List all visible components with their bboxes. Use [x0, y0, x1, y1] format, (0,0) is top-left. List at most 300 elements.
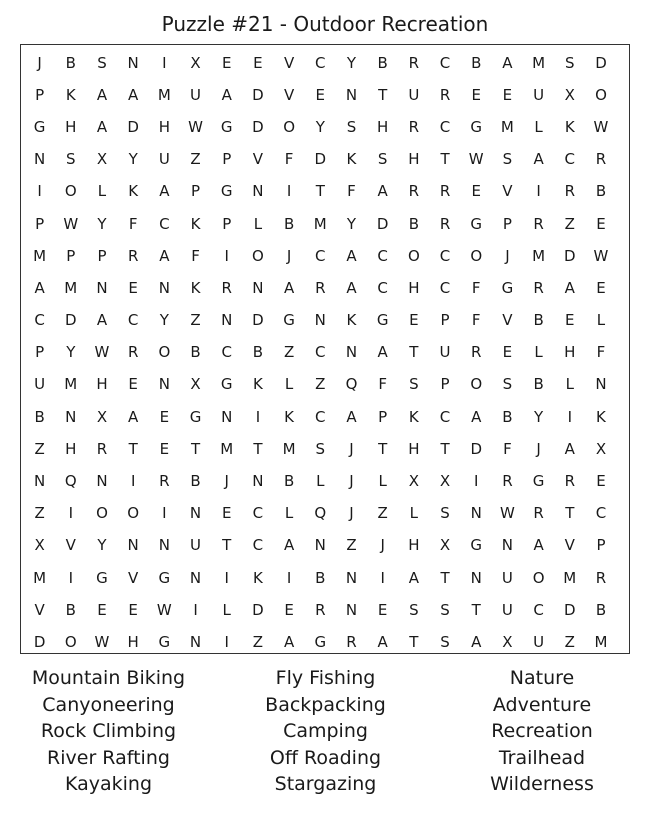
grid-letter-r1-c5[interactable]: U — [190, 85, 202, 104]
grid-letter-r2-c17[interactable]: K — [564, 117, 575, 136]
grid-letter-r4-c15[interactable]: V — [502, 182, 513, 201]
grid-letter-r9-c12[interactable]: T — [409, 343, 419, 362]
grid-letter-r5-c4[interactable]: C — [159, 214, 170, 233]
grid-letter-r8-c3[interactable]: C — [127, 311, 139, 330]
grid-letter-r17-c6[interactable]: L — [222, 600, 231, 619]
grid-letter-r16-c17[interactable]: M — [563, 568, 577, 587]
grid-letter-r10-c17[interactable]: L — [565, 375, 574, 394]
grid-letter-r12-c17[interactable]: A — [564, 439, 575, 458]
grid-letter-r18-c6[interactable]: I — [224, 632, 229, 651]
grid-letter-r13-c3[interactable]: I — [130, 472, 136, 491]
grid-letter-r14-c12[interactable]: L — [409, 504, 419, 523]
grid-letter-r12-c4[interactable]: E — [159, 439, 170, 458]
grid-letter-r3-c9[interactable]: D — [314, 150, 327, 169]
grid-letter-r16-c1[interactable]: I — [68, 568, 73, 587]
grid-letter-r13-c16[interactable]: G — [532, 472, 545, 491]
grid-letter-r4-c9[interactable]: T — [315, 182, 325, 201]
grid-letter-r17-c14[interactable]: T — [471, 600, 481, 619]
grid-letter-r8-c1[interactable]: D — [65, 311, 77, 330]
grid-letter-r1-c8[interactable]: V — [283, 85, 295, 104]
grid-letter-r11-c4[interactable]: E — [159, 407, 170, 426]
grid-letter-r6-c5[interactable]: F — [191, 246, 200, 265]
grid-letter-r13-c1[interactable]: Q — [64, 472, 77, 491]
grid-letter-r0-c6[interactable]: E — [221, 53, 232, 72]
grid-letter-r5-c15[interactable]: P — [502, 214, 512, 233]
grid-letter-r9-c17[interactable]: H — [564, 343, 576, 362]
grid-letter-r18-c12[interactable]: T — [409, 632, 419, 651]
grid-letter-r17-c0[interactable]: V — [34, 600, 45, 619]
grid-letter-r10-c12[interactable]: S — [409, 375, 419, 394]
grid-letter-r11-c18[interactable]: K — [596, 407, 606, 426]
grid-letter-r11-c14[interactable]: A — [471, 407, 482, 426]
grid-letter-r8-c18[interactable]: L — [596, 311, 606, 330]
grid-letter-r5-c7[interactable]: L — [253, 214, 263, 233]
grid-letter-r10-c18[interactable]: N — [595, 375, 607, 394]
grid-letter-r1-c15[interactable]: E — [502, 85, 513, 104]
grid-letter-r2-c10[interactable]: S — [346, 117, 357, 136]
grid-letter-r13-c4[interactable]: R — [159, 472, 170, 491]
grid-letter-r11-c9[interactable]: C — [315, 407, 326, 426]
grid-letter-r8-c13[interactable]: P — [440, 311, 450, 330]
grid-letter-r0-c7[interactable]: E — [253, 53, 263, 72]
grid-letter-r14-c13[interactable]: S — [440, 504, 450, 523]
grid-letter-r0-c18[interactable]: D — [595, 53, 607, 72]
grid-letter-r11-c0[interactable]: B — [34, 407, 45, 426]
grid-letter-r15-c12[interactable]: H — [408, 536, 420, 555]
grid-letter-r12-c16[interactable]: J — [536, 439, 541, 458]
grid-letter-r14-c9[interactable]: Q — [314, 504, 327, 523]
grid-letter-r2-c9[interactable]: Y — [315, 117, 325, 136]
grid-letter-r16-c5[interactable]: N — [189, 568, 202, 587]
grid-letter-r12-c18[interactable]: X — [595, 439, 607, 458]
grid-letter-r15-c7[interactable]: C — [252, 536, 264, 555]
grid-letter-r12-c14[interactable]: D — [470, 439, 482, 458]
grid-letter-r1-c4[interactable]: M — [157, 85, 171, 104]
grid-letter-r11-c2[interactable]: X — [96, 407, 108, 426]
grid-letter-r15-c11[interactable]: J — [380, 536, 385, 555]
grid-letter-r16-c7[interactable]: K — [252, 568, 263, 587]
grid-letter-r15-c6[interactable]: T — [222, 536, 232, 555]
grid-letter-r14-c4[interactable]: I — [162, 504, 167, 523]
grid-letter-r13-c2[interactable]: N — [96, 472, 108, 491]
grid-letter-r8-c10[interactable]: K — [346, 311, 357, 330]
grid-letter-r1-c9[interactable]: E — [315, 85, 326, 104]
grid-letter-r6-c11[interactable]: C — [377, 246, 388, 265]
grid-letter-r14-c2[interactable]: O — [96, 504, 108, 523]
grid-letter-r1-c3[interactable]: A — [128, 85, 139, 104]
grid-letter-r12-c11[interactable]: T — [378, 439, 388, 458]
grid-letter-r10-c15[interactable]: S — [502, 375, 513, 394]
grid-letter-r13-c0[interactable]: N — [33, 472, 46, 491]
grid-letter-r17-c3[interactable]: E — [128, 600, 138, 619]
grid-letter-r5-c18[interactable]: E — [596, 214, 606, 233]
grid-letter-r12-c0[interactable]: Z — [34, 439, 45, 458]
grid-letter-r8-c2[interactable]: A — [96, 311, 108, 330]
grid-letter-r4-c16[interactable]: I — [536, 182, 541, 201]
grid-letter-r14-c14[interactable]: N — [470, 504, 482, 523]
grid-letter-r14-c1[interactable]: I — [68, 504, 73, 523]
grid-letter-r3-c2[interactable]: X — [96, 150, 108, 169]
grid-letter-r6-c9[interactable]: C — [315, 246, 326, 265]
grid-letter-r6-c18[interactable]: W — [593, 246, 609, 265]
grid-letter-r11-c8[interactable]: K — [284, 407, 295, 426]
grid-letter-r2-c18[interactable]: W — [593, 117, 609, 136]
grid-letter-r4-c18[interactable]: B — [595, 182, 607, 201]
grid-letter-r18-c17[interactable]: Z — [564, 632, 575, 651]
grid-letter-r5-c3[interactable]: F — [128, 214, 138, 233]
grid-letter-r4-c1[interactable]: O — [64, 182, 77, 201]
grid-letter-r8-c11[interactable]: G — [376, 311, 389, 330]
grid-letter-r7-c5[interactable]: K — [190, 278, 201, 297]
grid-letter-r10-c9[interactable]: Z — [315, 375, 326, 394]
grid-letter-r17-c16[interactable]: C — [533, 600, 544, 619]
grid-letter-r17-c2[interactable]: E — [97, 600, 107, 619]
grid-letter-r8-c15[interactable]: V — [502, 311, 513, 330]
grid-letter-r6-c7[interactable]: O — [252, 246, 264, 265]
grid-letter-r5-c1[interactable]: W — [63, 214, 79, 233]
grid-letter-r18-c7[interactable]: Z — [252, 632, 264, 651]
grid-letter-r1-c16[interactable]: U — [533, 85, 545, 104]
grid-letter-r3-c12[interactable]: H — [408, 150, 420, 169]
grid-letter-r8-c12[interactable]: E — [409, 311, 419, 330]
grid-letter-r5-c8[interactable]: B — [283, 214, 295, 233]
grid-letter-r4-c3[interactable]: K — [128, 182, 139, 201]
grid-letter-r3-c10[interactable]: K — [346, 150, 357, 169]
grid-letter-r17-c15[interactable]: U — [501, 600, 513, 619]
grid-letter-r16-c18[interactable]: R — [595, 568, 607, 587]
grid-letter-r5-c6[interactable]: P — [222, 214, 232, 233]
grid-letter-r4-c13[interactable]: R — [439, 182, 451, 201]
grid-letter-r3-c17[interactable]: C — [564, 150, 576, 169]
grid-letter-r16-c12[interactable]: A — [408, 568, 419, 587]
grid-letter-r4-c2[interactable]: L — [97, 182, 107, 201]
grid-letter-r2-c14[interactable]: G — [470, 117, 483, 136]
grid-letter-r18-c10[interactable]: R — [346, 632, 357, 651]
grid-letter-r4-c7[interactable]: N — [252, 182, 264, 201]
grid-letter-r8-c14[interactable]: F — [471, 311, 481, 330]
grid-letter-r9-c13[interactable]: U — [439, 343, 451, 362]
grid-letter-r13-c5[interactable]: B — [190, 472, 201, 491]
grid-letter-r6-c10[interactable]: A — [346, 246, 357, 265]
grid-letter-r13-c13[interactable]: X — [439, 472, 451, 491]
grid-letter-r0-c13[interactable]: C — [439, 53, 451, 72]
grid-letter-r3-c14[interactable]: W — [468, 150, 484, 169]
grid-letter-r9-c16[interactable]: L — [534, 343, 543, 362]
grid-letter-r16-c0[interactable]: M — [33, 568, 47, 587]
grid-letter-r10-c13[interactable]: P — [440, 375, 450, 394]
grid-letter-r8-c5[interactable]: Z — [190, 311, 201, 330]
grid-letter-r18-c1[interactable]: O — [64, 632, 77, 651]
grid-letter-r7-c13[interactable]: C — [439, 278, 451, 297]
grid-letter-r8-c7[interactable]: D — [252, 311, 264, 330]
grid-letter-r15-c3[interactable]: N — [127, 536, 139, 555]
grid-letter-r16-c2[interactable]: G — [96, 568, 108, 587]
grid-letter-r8-c6[interactable]: N — [221, 311, 233, 330]
grid-letter-r7-c8[interactable]: A — [283, 278, 295, 297]
grid-letter-r10-c16[interactable]: B — [533, 375, 544, 394]
grid-letter-r9-c4[interactable]: O — [158, 343, 171, 362]
grid-letter-r9-c8[interactable]: Z — [283, 343, 295, 362]
grid-letter-r3-c6[interactable]: P — [222, 150, 232, 169]
grid-letter-r10-c10[interactable]: Q — [345, 375, 358, 394]
grid-letter-r1-c0[interactable]: P — [35, 85, 45, 104]
grid-letter-r16-c6[interactable]: I — [224, 568, 229, 587]
grid-letter-r12-c2[interactable]: R — [96, 439, 108, 458]
grid-letter-r18-c0[interactable]: D — [33, 632, 46, 651]
grid-letter-r18-c15[interactable]: X — [502, 632, 513, 651]
grid-letter-r10-c3[interactable]: E — [128, 375, 138, 394]
grid-letter-r18-c18[interactable]: M — [594, 632, 608, 651]
grid-letter-r5-c14[interactable]: G — [470, 214, 483, 233]
grid-letter-r3-c7[interactable]: V — [252, 150, 264, 169]
grid-letter-r7-c17[interactable]: A — [564, 278, 575, 297]
grid-letter-r10-c8[interactable]: L — [284, 375, 294, 394]
grid-letter-r3-c4[interactable]: U — [158, 150, 170, 169]
grid-letter-r6-c4[interactable]: A — [159, 246, 170, 265]
grid-letter-r17-c1[interactable]: B — [65, 600, 76, 619]
grid-letter-r10-c6[interactable]: G — [220, 375, 233, 394]
grid-letter-r13-c9[interactable]: L — [316, 472, 325, 491]
grid-letter-r17-c11[interactable]: E — [377, 600, 388, 619]
grid-letter-r15-c2[interactable]: Y — [97, 536, 107, 555]
grid-letter-r15-c14[interactable]: G — [470, 536, 483, 555]
grid-letter-r2-c2[interactable]: A — [96, 117, 108, 136]
grid-letter-r8-c4[interactable]: Y — [159, 311, 169, 330]
grid-letter-r15-c0[interactable]: X — [34, 536, 45, 555]
grid-letter-r11-c15[interactable]: B — [502, 407, 513, 426]
grid-letter-r3-c11[interactable]: S — [377, 150, 388, 169]
grid-letter-r10-c5[interactable]: X — [190, 375, 201, 394]
grid-letter-r13-c11[interactable]: L — [378, 472, 387, 491]
grid-letter-r16-c15[interactable]: U — [501, 568, 513, 587]
grid-letter-r7-c18[interactable]: E — [596, 278, 606, 297]
grid-letter-r17-c13[interactable]: S — [440, 600, 450, 619]
grid-letter-r0-c10[interactable]: Y — [346, 53, 357, 72]
grid-letter-r18-c14[interactable]: A — [471, 632, 482, 651]
grid-letter-r7-c9[interactable]: R — [315, 278, 326, 297]
grid-letter-r7-c16[interactable]: R — [533, 278, 544, 297]
grid-letter-r15-c15[interactable]: N — [501, 536, 514, 555]
grid-letter-r6-c15[interactable]: J — [505, 246, 510, 265]
grid-letter-r0-c4[interactable]: I — [162, 53, 167, 72]
grid-letter-r9-c5[interactable]: B — [190, 343, 201, 362]
grid-letter-r12-c8[interactable]: M — [282, 439, 296, 458]
grid-letter-r15-c10[interactable]: Z — [346, 536, 357, 555]
grid-letter-r2-c11[interactable]: H — [377, 117, 389, 136]
grid-letter-r8-c17[interactable]: E — [565, 311, 575, 330]
grid-letter-r1-c10[interactable]: N — [345, 85, 358, 104]
grid-letter-r6-c3[interactable]: R — [127, 246, 139, 265]
grid-letter-r6-c8[interactable]: J — [286, 246, 292, 265]
grid-letter-r10-c2[interactable]: H — [96, 375, 108, 394]
grid-letter-r4-c14[interactable]: E — [471, 182, 481, 201]
grid-letter-r9-c7[interactable]: B — [252, 343, 264, 362]
grid-letter-r5-c12[interactable]: B — [408, 214, 419, 233]
grid-letter-r13-c8[interactable]: B — [283, 472, 295, 491]
grid-letter-r4-c11[interactable]: A — [377, 182, 388, 201]
grid-letter-r7-c7[interactable]: N — [252, 278, 264, 297]
grid-letter-r12-c12[interactable]: H — [408, 439, 420, 458]
grid-letter-r0-c11[interactable]: B — [377, 53, 388, 72]
grid-letter-r5-c13[interactable]: R — [439, 214, 451, 233]
grid-letter-r5-c17[interactable]: Z — [564, 214, 575, 233]
grid-letter-r7-c2[interactable]: N — [96, 278, 108, 297]
grid-letter-r3-c1[interactable]: S — [66, 150, 76, 169]
grid-letter-r0-c2[interactable]: S — [97, 53, 107, 72]
grid-letter-r1-c2[interactable]: A — [96, 85, 108, 104]
grid-letter-r13-c14[interactable]: I — [474, 472, 479, 491]
grid-letter-r11-c1[interactable]: N — [65, 407, 77, 426]
grid-letter-r14-c6[interactable]: E — [221, 504, 232, 523]
grid-letter-r7-c0[interactable]: A — [34, 278, 45, 297]
grid-letter-r15-c1[interactable]: V — [65, 536, 76, 555]
grid-letter-r9-c9[interactable]: C — [315, 343, 326, 362]
grid-letter-r9-c2[interactable]: W — [94, 343, 110, 362]
grid-letter-r14-c3[interactable]: O — [127, 504, 140, 523]
grid-letter-r17-c5[interactable]: I — [193, 600, 198, 619]
grid-letter-r9-c15[interactable]: E — [502, 343, 513, 362]
grid-letter-r10-c14[interactable]: O — [470, 375, 483, 394]
grid-letter-r12-c7[interactable]: T — [253, 439, 263, 458]
grid-letter-r11-c11[interactable]: P — [378, 407, 388, 426]
grid-letter-r0-c12[interactable]: R — [408, 53, 420, 72]
grid-letter-r11-c17[interactable]: I — [567, 407, 572, 426]
grid-letter-r11-c3[interactable]: A — [128, 407, 139, 426]
grid-letter-r1-c12[interactable]: U — [408, 85, 420, 104]
grid-letter-r11-c12[interactable]: K — [408, 407, 419, 426]
grid-letter-r0-c9[interactable]: C — [315, 53, 326, 72]
grid-letter-r0-c15[interactable]: A — [502, 53, 513, 72]
grid-letter-r14-c5[interactable]: N — [189, 504, 202, 523]
grid-letter-r0-c17[interactable]: S — [565, 53, 575, 72]
grid-letter-r12-c3[interactable]: T — [128, 439, 138, 458]
grid-letter-r6-c0[interactable]: M — [33, 246, 47, 265]
grid-letter-r15-c18[interactable]: P — [596, 536, 606, 555]
grid-letter-r5-c2[interactable]: Y — [97, 214, 107, 233]
grid-letter-r14-c11[interactable]: Z — [377, 504, 388, 523]
grid-letter-r11-c7[interactable]: I — [255, 407, 261, 426]
grid-letter-r16-c4[interactable]: G — [158, 568, 171, 587]
grid-letter-r2-c1[interactable]: H — [65, 117, 77, 136]
grid-letter-r14-c17[interactable]: T — [565, 504, 575, 523]
grid-letter-r6-c1[interactable]: P — [66, 246, 76, 265]
grid-letter-r12-c10[interactable]: J — [349, 439, 354, 458]
grid-letter-r18-c16[interactable]: U — [533, 632, 545, 651]
grid-letter-r14-c16[interactable]: R — [533, 504, 544, 523]
grid-letter-r2-c3[interactable]: D — [127, 117, 139, 136]
grid-letter-r12-c15[interactable]: F — [503, 439, 512, 458]
grid-letter-r7-c6[interactable]: R — [221, 278, 232, 297]
grid-letter-r15-c8[interactable]: A — [283, 536, 295, 555]
grid-letter-r12-c1[interactable]: H — [65, 439, 77, 458]
grid-letter-r6-c16[interactable]: M — [532, 246, 546, 265]
grid-letter-r12-c6[interactable]: M — [220, 439, 234, 458]
grid-letter-r13-c15[interactable]: R — [502, 472, 513, 491]
grid-letter-r13-c6[interactable]: J — [224, 472, 229, 491]
grid-letter-r18-c8[interactable]: A — [283, 632, 295, 651]
grid-letter-r14-c10[interactable]: J — [349, 504, 354, 523]
grid-letter-r15-c4[interactable]: N — [158, 536, 170, 555]
grid-letter-r11-c6[interactable]: N — [221, 407, 233, 426]
grid-letter-r10-c11[interactable]: F — [378, 375, 387, 394]
grid-letter-r9-c3[interactable]: R — [127, 343, 139, 362]
grid-letter-r4-c10[interactable]: F — [347, 182, 356, 201]
grid-letter-r16-c10[interactable]: N — [345, 568, 358, 587]
grid-letter-r5-c11[interactable]: D — [376, 214, 389, 233]
grid-letter-r7-c11[interactable]: C — [377, 278, 388, 297]
grid-letter-r4-c5[interactable]: P — [191, 182, 201, 201]
grid-letter-r8-c8[interactable]: G — [283, 311, 295, 330]
grid-letter-r16-c8[interactable]: I — [286, 568, 292, 587]
grid-letter-r18-c4[interactable]: G — [158, 632, 171, 651]
grid-letter-r7-c10[interactable]: A — [346, 278, 357, 297]
grid-letter-r16-c14[interactable]: N — [470, 568, 482, 587]
grid-letter-r6-c12[interactable]: O — [407, 246, 420, 265]
grid-letter-r9-c10[interactable]: N — [345, 343, 358, 362]
grid-letter-r0-c16[interactable]: M — [532, 53, 546, 72]
grid-letter-r1-c18[interactable]: O — [595, 85, 607, 104]
grid-letter-r13-c12[interactable]: X — [408, 472, 419, 491]
grid-letter-r17-c7[interactable]: D — [252, 600, 264, 619]
grid-letter-r18-c2[interactable]: W — [94, 632, 110, 651]
grid-letter-r16-c16[interactable]: O — [532, 568, 545, 587]
grid-letter-r17-c9[interactable]: R — [315, 600, 326, 619]
grid-letter-r15-c17[interactable]: V — [564, 536, 575, 555]
grid-letter-r18-c9[interactable]: G — [314, 632, 327, 651]
grid-letter-r9-c18[interactable]: F — [596, 343, 606, 362]
grid-letter-r9-c1[interactable]: Y — [66, 343, 76, 362]
grid-letter-r1-c17[interactable]: X — [564, 85, 575, 104]
grid-letter-r17-c4[interactable]: W — [156, 600, 172, 619]
grid-letter-r7-c4[interactable]: N — [158, 278, 170, 297]
grid-letter-r1-c13[interactable]: R — [439, 85, 451, 104]
grid-letter-r7-c14[interactable]: F — [471, 278, 481, 297]
grid-letter-r1-c1[interactable]: K — [65, 85, 76, 104]
grid-letter-r5-c9[interactable]: M — [313, 214, 327, 233]
grid-letter-r15-c5[interactable]: U — [190, 536, 202, 555]
grid-letter-r10-c4[interactable]: N — [158, 375, 170, 394]
grid-letter-r6-c2[interactable]: P — [97, 246, 107, 265]
grid-letter-r1-c11[interactable]: T — [378, 85, 388, 104]
grid-letter-r7-c1[interactable]: M — [64, 278, 78, 297]
grid-letter-r4-c0[interactable]: I — [37, 182, 42, 201]
grid-letter-r6-c17[interactable]: D — [564, 246, 576, 265]
grid-letter-r8-c9[interactable]: N — [314, 311, 326, 330]
grid-letter-r3-c0[interactable]: N — [33, 150, 46, 169]
grid-letter-r14-c0[interactable]: Z — [34, 504, 45, 523]
grid-letter-r15-c9[interactable]: N — [314, 536, 326, 555]
grid-letter-r2-c7[interactable]: D — [252, 117, 264, 136]
grid-letter-r13-c10[interactable]: J — [349, 472, 354, 491]
grid-letter-r15-c13[interactable]: X — [439, 536, 451, 555]
grid-letter-r8-c0[interactable]: C — [34, 311, 45, 330]
grid-letter-r3-c15[interactable]: S — [502, 150, 513, 169]
grid-letter-r5-c5[interactable]: K — [190, 214, 201, 233]
grid-letter-r0-c0[interactable]: J — [37, 53, 42, 72]
grid-letter-r9-c11[interactable]: A — [377, 343, 388, 362]
grid-letter-r2-c8[interactable]: O — [283, 117, 295, 136]
grid-letter-r5-c0[interactable]: P — [35, 214, 45, 233]
grid-letter-r17-c17[interactable]: D — [564, 600, 576, 619]
grid-letter-r13-c7[interactable]: N — [252, 472, 264, 491]
grid-letter-r16-c13[interactable]: T — [440, 568, 450, 587]
grid-letter-r2-c15[interactable]: M — [500, 117, 514, 136]
grid-letter-r15-c16[interactable]: A — [533, 536, 544, 555]
grid-letter-r17-c8[interactable]: E — [284, 600, 294, 619]
grid-letter-r10-c1[interactable]: M — [64, 375, 78, 394]
grid-letter-r16-c9[interactable]: B — [315, 568, 326, 587]
grid-letter-r12-c9[interactable]: S — [315, 439, 326, 458]
